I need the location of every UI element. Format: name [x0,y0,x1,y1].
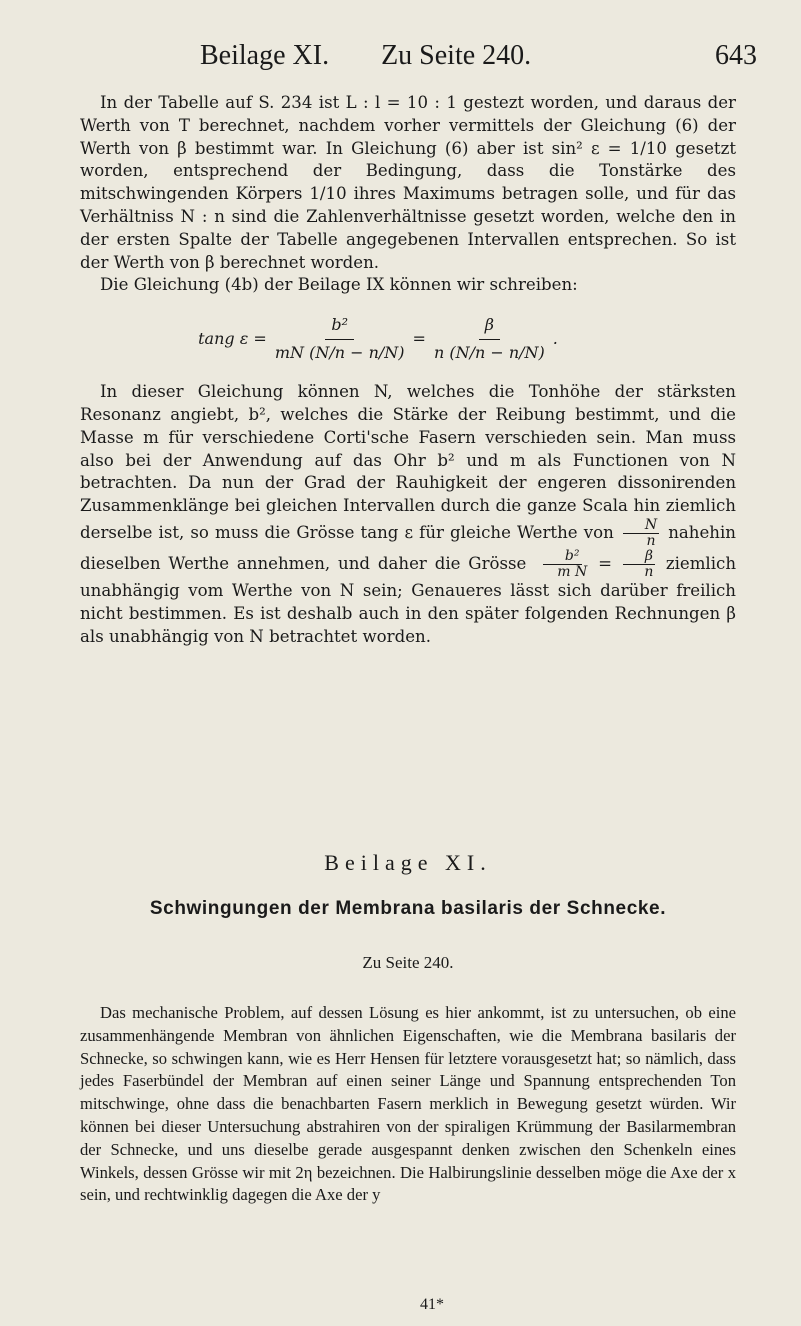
fraction-b2-over-mN [537,549,587,580]
equation-fraction-1 [275,314,405,365]
main-text [80,92,736,648]
paragraph-2: Die Gleichung (4b) der Beilage IX können wir schreiben: [100,275,578,295]
running-header [200,40,757,72]
section-title: Beilage XI. [324,850,492,875]
equation-fraction-2 [434,314,545,365]
paragraph-3 [80,381,736,648]
fraction-numerator: β [623,549,655,565]
section-reference: Zu Seite 240. [362,953,454,972]
page-number: 643 [715,40,757,71]
paragraph-4: Das mechanische Problem, auf dessen Lösung es hier ankommt, ist zu untersuchen, ob eine zusammenhängende Membran von ähnlichen Eigenschaften, wie die Membrana basilaris der Schnecke, so schwingen kann, wie es Herr Hensen für letztere vorausgesetzt hat; so nämlich, dass jedes Faserbündel der Membran auf einen seiner Länge und Spannung entsprechenden Ton mitschwinge, ohne dass die benachbarten Fasern merklich in Bewegung gesetzt würden. Wir können bei dieser Untersuchung abstrahiren von der spiraligen Krümmung der Basilarmembran der Schnecke, und uns dieselbe gerade ausgespannt denken zwischen den Schenkeln eines Winkels, dessen Grösse wir mit 2η bezeichnen. Die Halbirungslinie desselben möge die Axe der x sein, und rechtwinklig dagegen die Axe der y [80,1003,736,1205]
equation-tang [20,297,736,381]
paragraph-3b: nahehin dieselben Werthe annehmen, und daher die Grösse [80,522,736,573]
fraction-denominator: mN (N/n − n/N) [274,342,405,362]
fraction-numerator: N [623,518,659,534]
section-text [80,1002,736,1207]
equation-end: . [552,328,558,348]
fraction-numerator: b² [543,549,582,565]
fraction-numerator: β [479,314,500,340]
fraction-N-over-n [623,518,659,549]
fraction-beta-over-n [623,549,655,580]
paragraph-1: In der Tabelle auf S. 234 ist L : l = 10 : 1 gestezt worden, und daraus der Werth von T berechnet, nachdem vorher vermittels der Gleichung (6) der Werth von β bestimmt war. In Gleichung (6) aber ist sin² ε = 1/10 gesetzt worden, entsprechend der Bedingung, dass die Tonstärke des mitschwingenden Körpers 1/10 ihres Maximums betragen solle, und für das Verhältniss N : n sind die Zahlenverhältnisse gesetzt worden, welche den in der ersten Spalte der Tabelle angegebenen Intervallen entsprechen. So ist der Werth von β berechnet worden. [80,93,736,272]
equals-sign: = [598,553,612,573]
header-subtitle: Zu Seite 240. [381,40,532,71]
fraction-denominator: n [646,532,656,549]
fraction-numerator: b² [325,314,354,340]
section-subtitle: Schwingungen der Membrana basilaris der Schnecke. [149,898,667,919]
paragraph-3c: ziemlich unabhängig vom Werthe von N sein; Genaueres lässt sich darüber freilich nicht bestimmen. Es ist deshalb auch in den später folgenden Rechnungen β als unabhängig von N betrachtet worden. [80,553,737,646]
header-title: Beilage XI. [200,40,330,71]
fraction-denominator: n (N/n − n/N) [433,342,545,362]
equation-equals: = [412,328,426,348]
fraction-denominator: m N [557,563,588,580]
fraction-denominator: n [644,563,654,580]
equation-lhs: tang ε = [198,328,267,348]
paragraph-3a: In dieser Gleichung können N, welches die Tonhöhe der stärksten Resonanz angiebt, b², welches die Stärke der Reibung bestimmt, und die Masse m für verschiedene Corti'sche Fasern verschieden sein. Man muss also bei der Anwendung auf das Ohr b² und m als Functionen von N betrachten. Da nun der Grad der Rauhigkeit der engeren dissonirenden Zusammenklänge bei gleichen Intervallen durch die ganze Scala hin ziemlich derselbe ist, so muss die Grösse tang ε für gleiche Werthe von [80,382,736,542]
signature-mark: 41* [420,1296,444,1313]
